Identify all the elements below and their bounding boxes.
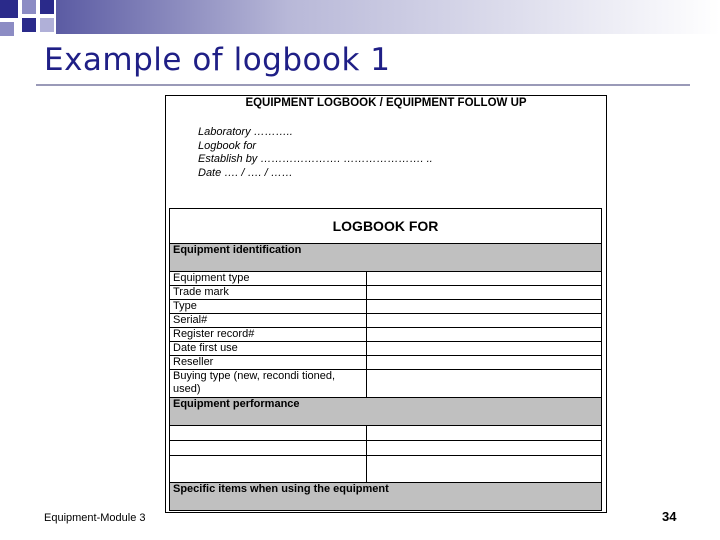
table-row — [170, 456, 602, 483]
header-line-logbook-for: Logbook for — [198, 140, 257, 152]
field-value-cell — [367, 286, 602, 300]
blank-cell — [170, 456, 367, 483]
logbook-table — [169, 208, 602, 511]
blank-cell — [170, 426, 367, 441]
slide-footer: Equipment-Module 3 — [44, 512, 146, 524]
field-value-cell — [367, 272, 602, 286]
table-row — [170, 286, 602, 300]
blank-cell — [367, 441, 602, 456]
logbook-document-image — [165, 95, 607, 513]
title-divider — [36, 84, 690, 86]
field-label: Reseller — [170, 356, 367, 370]
slide-title: Example of logbook 1 — [44, 42, 391, 78]
table-row — [170, 342, 602, 356]
document-heading: EQUIPMENT LOGBOOK / EQUIPMENT FOLLOW UP — [245, 97, 527, 109]
field-label: Trade mark — [170, 286, 367, 300]
field-value-cell — [367, 370, 602, 398]
header-line-date: Date …. / …. / …… — [198, 167, 293, 179]
table-row — [170, 441, 602, 456]
table-row — [170, 328, 602, 342]
field-label: Date first use — [170, 342, 367, 356]
section-performance-label: Equipment performance — [170, 398, 602, 426]
field-label: Buying type (new, recondi tioned, used) — [170, 370, 367, 398]
field-label: Equipment type — [170, 272, 367, 286]
section-specific-label: Specific items when using the equipment — [170, 483, 602, 511]
field-value-cell — [367, 356, 602, 370]
section-identification-label: Equipment identification — [170, 244, 602, 272]
table-row — [170, 272, 602, 286]
section-row-specific — [170, 483, 602, 511]
table-row — [170, 426, 602, 441]
table-row — [170, 370, 602, 398]
blank-cell — [367, 456, 602, 483]
blank-cell — [367, 426, 602, 441]
table-row — [170, 314, 602, 328]
blank-cell — [170, 441, 367, 456]
field-value-cell — [367, 342, 602, 356]
field-label: Register record# — [170, 328, 367, 342]
field-value-cell — [367, 300, 602, 314]
header-line-laboratory: Laboratory ……….. — [198, 126, 293, 138]
field-label: Serial# — [170, 314, 367, 328]
corner-squares-decoration — [0, 0, 720, 40]
field-value-cell — [367, 314, 602, 328]
field-value-cell — [367, 328, 602, 342]
section-row-identification — [170, 244, 602, 272]
page-number: 34 — [662, 509, 677, 524]
logbook-form — [169, 208, 601, 513]
table-row — [170, 300, 602, 314]
field-label: Type — [170, 300, 367, 314]
logbook-title-row — [170, 209, 602, 244]
header-line-establish-by: Establish by …………………. …………………. .. — [198, 153, 433, 165]
section-row-performance — [170, 398, 602, 426]
table-row — [170, 356, 602, 370]
logbook-title: LOGBOOK FOR — [170, 209, 602, 244]
